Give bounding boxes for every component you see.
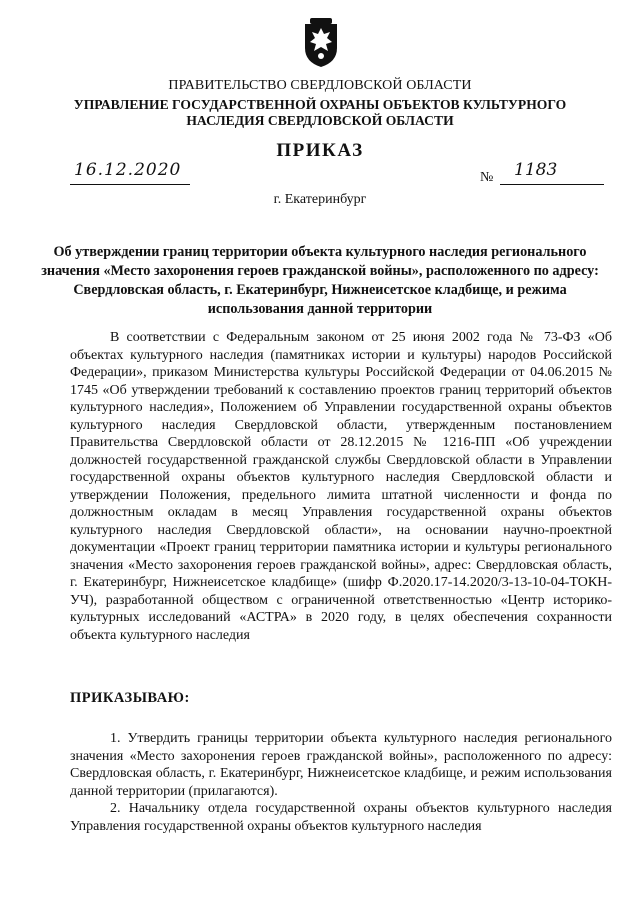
document-type: ПРИКАЗ [276,140,364,161]
department-name: УПРАВЛЕНИЕ ГОСУДАРСТВЕННОЙ ОХРАНЫ ОБЪЕКТОВ КУЛЬТУРНОГО НАСЛЕДИЯ СВЕРДЛОВСКОЙ ОБЛАСТИ [73,97,567,128]
coat-of-arms-icon [302,18,340,68]
government-name: ПРАВИТЕЛЬСТВО СВЕРДЛОВСКОЙ ОБЛАСТИ [168,78,472,93]
handwritten-date: 16.12.2020 [74,160,182,180]
order-item-1: 1. Утвердить границы территории объекта культурного наследия регионального значения «Место захоронения героев гражданской войны», расположенного по адресу: Свердловская область, г. Екатеринбург, Нижнеисетское кладбище, и режим использования данной территории (прилагаются). [70,731,612,799]
city: г. Екатеринбург [273,192,367,207]
preamble-paragraph: В соответствии с Федеральным законом от 25 июня 2002 года № 73-ФЗ «Об объектах культурного наследия (памятниках истории и культуры) народов Российской Федерации», приказом Министерства культуры Российской Федерации от 04.06.2015 № 1745 «Об утверждении требований к составлению проектов границ территорий объектов культурного наследия», Положением об Управлении государственной охраны объектов культурного наследия Свердловской области, утвержденным постановлением Правительства Свердловской области от 28.12.2015 № 1216-ПП «Об учреждении должностей государственной гражданской службы Свердловской области в Управлении государственной охраны объектов культурного наследия Свердловской области и утверждении Положения, предельного лимита штатной численности и фонда по должностным окладам в месяц Управления государственной охраны объектов культурного наследия Свердловской области», на основании научно-проектной документации «Проект границ территории памятника истории и культуры регионального значения «Место захоронения героев гражданской войны», адрес: Свердловская область, г. Екатеринбург, Нижнеисетское кладбище» (шифр Ф.2020.17-14.2020/3-13-10-04-ТОКН-УЧ), разработанной обществом с ограниченной ответственностью «Центр историко-культурных исследований «АСТРА» в 2020 году, в целях обеспечения сохранности объекта культурного наследия [70,330,612,643]
order-item-2: 2. Начальнику отдела государственной охраны объектов культурного наследия Управления государственной охраны объектов культурного наследия [70,801,612,834]
order-word: ПРИКАЗЫВАЮ: [70,690,190,706]
number-label: № [480,170,494,185]
order-subject: Об утверждении границ территории объекта культурного наследия регионального значения «Место захоронения героев гражданской войны», расположенного по адресу: Свердловская область, г. Екатеринбург, Нижнеисетское кладбище, и режима использования данной территории [41,244,599,317]
handwritten-number: 1183 [514,160,558,180]
